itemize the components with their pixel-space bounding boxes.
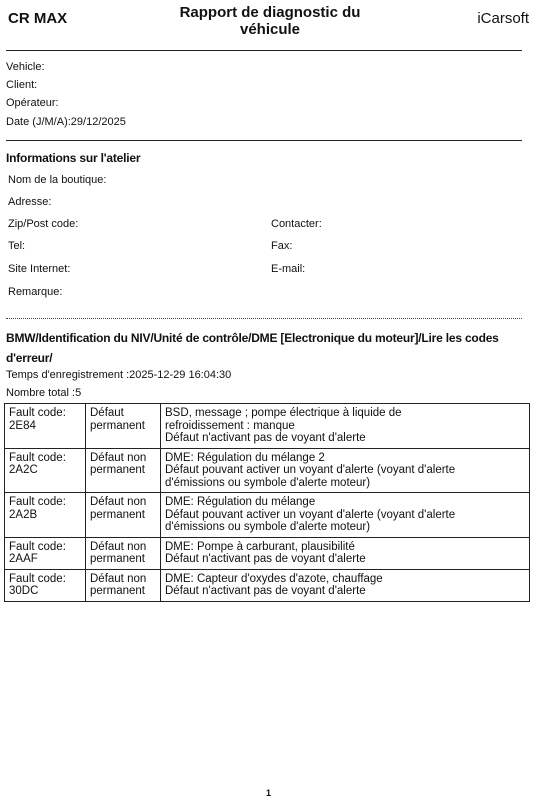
contact-label: Contacter: — [271, 218, 322, 230]
workshop-divider — [6, 318, 522, 319]
fault-code-label: Fault code: — [9, 496, 66, 508]
fault-desc-line2: Défaut n'activant pas de voyant d'alerte — [165, 585, 366, 597]
fault-code-cell — [5, 537, 86, 569]
remark-label: Remarque: — [8, 286, 63, 298]
fault-code-value: 2A2B — [9, 508, 38, 521]
fault-code-label: Fault code: — [9, 540, 66, 553]
fault-code-value: 2E84 — [9, 419, 36, 432]
fault-status-cell — [86, 569, 161, 601]
fault-desc-line2: Défaut n'activant pas de voyant d'alerte — [165, 553, 366, 565]
email-label: E-mail: — [271, 263, 306, 275]
table-row — [5, 569, 530, 601]
fault-status-cell — [86, 448, 161, 493]
fault-desc-line2: Défaut pouvant activer un voyant d'alerte (voyant d'alerte — [165, 464, 456, 476]
fault-desc-line2: Défaut pouvant activer un voyant d'alerte (voyant d'alerte — [165, 508, 456, 521]
workshop-section-title: Informations sur l'atelier — [6, 151, 141, 165]
fault-desc-line1: BSD, message ; pompe électrique à liquide de — [165, 407, 402, 419]
fault-code-cell — [5, 448, 86, 493]
fault-status-line2: permanent — [90, 585, 145, 597]
header-divider — [6, 50, 522, 51]
fault-code-value: 2A2C — [9, 464, 38, 476]
fault-code-value: 30DC — [9, 585, 39, 597]
fault-code-label: Fault code: — [9, 451, 66, 464]
website-label: Site Internet: — [8, 263, 71, 275]
fault-status-line1: Défaut non — [90, 496, 147, 508]
fault-desc-line3: d'émissions ou symbole d'alerte moteur) — [165, 476, 371, 489]
fault-desc-line1: DME: Régulation du mélange — [165, 496, 316, 508]
zip-label: Zip/Post code: — [8, 218, 79, 230]
fault-code-label: Fault code: — [9, 572, 66, 585]
shop-name-label: Nom de la boutique: — [8, 174, 107, 186]
report-title-line1: Rapport de diagnostic du — [179, 4, 361, 21]
fault-code-cell — [5, 493, 86, 538]
fault-description-cell — [161, 569, 530, 601]
report-title — [150, 4, 390, 38]
fault-code-value: 2AAF — [9, 553, 38, 565]
fault-desc-line3: d'émissions ou symbole d'alerte moteur) — [165, 521, 371, 533]
fault-code-label: Fault code: — [9, 407, 66, 419]
fault-code-cell — [5, 569, 86, 601]
client-label: Client: — [6, 79, 38, 91]
fault-status-line2: permanent — [90, 464, 145, 476]
fault-status-cell — [86, 404, 161, 449]
brand-cr-max: CR MAX — [8, 10, 68, 27]
fax-label: Fax: — [271, 240, 293, 252]
fault-status-line2: permanent — [90, 419, 145, 432]
fault-desc-line1: DME: Pompe à carburant, plausibilité — [165, 540, 355, 553]
fault-description-cell — [161, 493, 530, 538]
fault-status-line1: Défaut — [90, 407, 124, 419]
fault-desc-line1: DME: Capteur d'oxydes d'azote, chauffage — [165, 572, 383, 585]
fault-code-cell — [5, 404, 86, 449]
operator-label: Opérateur: — [6, 97, 59, 109]
fault-status-line2: permanent — [90, 553, 145, 565]
vehicle-divider — [6, 140, 522, 141]
fault-status-line1: Défaut non — [90, 540, 147, 553]
date-label: Date (J/M/A):29/12/2025 — [6, 116, 126, 128]
fault-desc-line1: DME: Régulation du mélange 2 — [165, 451, 325, 464]
vehicle-label: Vehicle: — [6, 61, 45, 73]
fault-desc-line3: Défaut n'activant pas de voyant d'alerte — [165, 432, 366, 444]
brand-icarsoft: iCarsoft — [477, 10, 529, 27]
address-label: Adresse: — [8, 196, 52, 208]
fault-status-line1: Défaut non — [90, 451, 147, 464]
diagnosis-path-title: BMW/Identification du NIV/Unité de contrôle/DME [Electronique du moteur]/Lire les codes d'erreur/ — [6, 331, 499, 365]
fault-status-cell — [86, 537, 161, 569]
table-row — [5, 493, 530, 538]
tel-label: Tel: — [8, 240, 26, 252]
record-time: Temps d'enregistrement :2025-12-29 16:04:30 — [6, 369, 232, 381]
page-number: 1 — [265, 788, 271, 798]
fault-code-table — [4, 403, 530, 602]
table-row — [5, 448, 530, 493]
table-row — [5, 404, 530, 449]
fault-status-line1: Défaut non — [90, 572, 147, 585]
table-row — [5, 537, 530, 569]
fault-description-cell — [161, 537, 530, 569]
fault-status-line2: permanent — [90, 508, 145, 521]
fault-description-cell — [161, 404, 530, 449]
fault-total: Nombre total :5 — [6, 387, 82, 399]
fault-status-cell — [86, 493, 161, 538]
report-title-line2: véhicule — [239, 21, 301, 38]
fault-description-cell — [161, 448, 530, 493]
fault-desc-line2: refroidissement : manque — [165, 419, 295, 432]
